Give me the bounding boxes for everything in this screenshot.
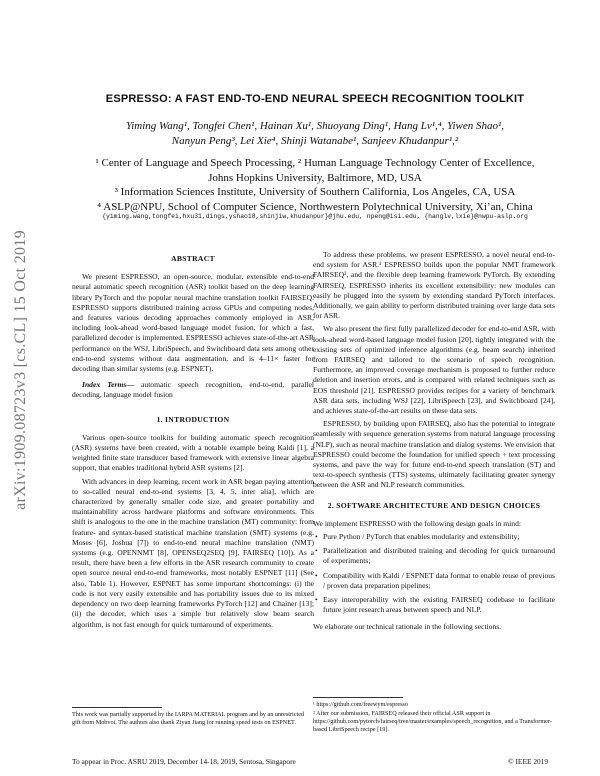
abstract-text: We present ESPRESSO, an open-source, modular, extensible end-to-end neural automatic speech recognition (ASR) toolkit based on the deep learning library PyTorch and the popular neural machine translation toolkit FAIRSEQ. ESPRESSO supports distributed training across GPUs and computing nodes, and features various decoding approaches commonly employed in ASR, including look-ahead word-based language model fusion, for which a fast, parallelized decoder is implemented. ESPRESSO achieves state-of-the-art ASR performance on the WSJ, LibriSpeech, and Switchboard data sets among other end-to-end systems without data augmentation, and is 4–11× faster for decoding than similar systems (e.g. ESPNET).: [72, 272, 314, 374]
list-item: • Easy interoperability with the existing FAIRSEQ codebase to facilitate future joint research areas between speech and NLP.: [313, 595, 555, 615]
affiliation-line: ¹ Center of Language and Speech Processing, ² Human Language Technology Center of Excellence,: [95, 157, 535, 169]
affiliation-line: Johns Hopkins University, Baltimore, MD, USA: [208, 171, 422, 184]
index-terms: [72, 380, 314, 400]
author-emails: {yiming.wang,tongfei,hxu31,dings,yshao18,shinjiw,khudanpur}@jhu.edu, npeng@isi.edu, {hanglv,lxie}@nwpu-aslp.org: [102, 213, 528, 220]
footnote-2: ² After our submission, FAIRSEQ released their official ASR support in https://github.com/pytorch/fairseq/tree/master/examples/speech_recognition, and a Transformer-based LibriSpeech recipe [19].: [313, 710, 552, 733]
intro-paragraph: With advances in deep learning, recent work in ASR began paying attention to so-called neural end-to-end systems [3, 4, 5, inter alia], which are characterized by generally smaller code size, and greater portability and maintainability across hardware platforms and software environments. This shift is analogous to the one in the machine translation (MT) community: from feature- and syntax-based statistical machine translation (SMT) systems (e.g. Moses [6], Joshua [7]) to end-to-end neural machine translation (NMT) systems (e.g. OPENNMT [8], OPENSEQ2SEQ [9], FAIRSEQ [10]). As a result, there have been a few efforts in the ASR research community to create open source neural end-to-end frameworks, most notably ESPNET [11] (See also, Table 1). However, ESPNET has some important shortcomings: (i) the code is not very easily extensible and has portability issues due to its mixed dependency on two deep learning frameworks PyTorch [12] and Chainer [13]; (ii) the decoder, which uses a simple but relatively slow beam search algorithm, is not fast enough for quick turnaround of experiments.: [72, 476, 314, 629]
design-goals-list: [313, 532, 555, 615]
author-line: Nanyun Peng³, Lei Xie⁴, Shinji Watanabe¹, Sanjeev Khudanpur¹,²: [171, 135, 459, 147]
section-2-outro: We elaborate our technical rationale in the following sections.: [313, 621, 502, 631]
footnote-1: ¹ https://github.com/freewym/espresso: [313, 701, 408, 708]
affiliation-line: ³ Information Sciences Institute, University of Southern California, Los Angeles, CA, USA: [114, 186, 516, 198]
abstract-heading: ABSTRACT: [171, 254, 215, 263]
acknowledgement-footnote: This work was partially supported by the IARPA MATERIAL program and by an unrestricted gift from Mobvoi. The authors also thank Ziyan Jiang for running speed tests on ESPNET.: [72, 711, 305, 726]
affiliation-line: ⁴ ASLP@NPU, School of Computer Science, Northwestern Polytechnical University, Xi’an, China: [97, 200, 533, 213]
list-item: • Compatibility with Kaldi / ESPNET data format to enable reuse of previous / proven data preparation pipelines;: [313, 571, 555, 591]
list-item: • Pure Python / PyTorch that enables modularity and extensibility;: [313, 532, 555, 542]
section-2-heading: 2. SOFTWARE ARCHITECTURE AND DESIGN CHOICES: [327, 500, 541, 510]
intro-paragraph: Various open-source toolkits for building automatic speech recognition (ASR) systems have been created, with a notable example being Kaldi [1], a weighted finite state transducer based framework with extensive linear algebra support, that enables traditional hybrid ASR systems [2].: [72, 432, 314, 473]
paper-title: ESPRESSO: A FAST END-TO-END NEURAL SPEECH RECOGNITION TOOLKIT: [105, 93, 525, 105]
index-terms-label: Index Terms—: [82, 380, 134, 390]
footnote-rule: [313, 697, 403, 698]
section-2-intro: We implement ESPRESSO with the following design goals in mind:: [313, 518, 522, 528]
author-line: Yiming Wang¹, Tongfei Chen¹, Hainan Xu¹, Shuoyang Ding¹, Hang Lv¹,⁴, Yiwen Shao¹,: [125, 120, 505, 132]
affiliation-list: [50, 156, 580, 214]
list-item: • Parallelization and distributed training and decoding for quick turnaround of experiments;: [313, 546, 555, 566]
author-list: [60, 119, 570, 149]
right-column: [313, 250, 555, 635]
venue-footer: To appear in Proc. ASRU 2019, December 14-18, 2019, Sentosa, Singapore: [72, 757, 296, 766]
index-terms-text: automatic speech recognition, end-to-end, parallel decoding, language model fusion: [72, 380, 314, 400]
footnote-rule: [72, 707, 162, 708]
arxiv-stamp: [10, 180, 32, 560]
body-paragraph: ESPRESSO, by building upon FAIRSEQ, also has the potential to integrate seamlessly with sequence generation systems from natural language processing (NLP), such as neural machine translation and dialog systems. We envision that ESPRESSO could become the foundation for unified speech + text processing systems, and pave the way for future end-to-end speech translation (ST) and text-to-speech synthesis (TTS) systems, ultimately facilitating greater synergy between the ASR and NLP research communities.: [313, 419, 555, 490]
body-paragraph: To address these problems, we present ESPRESSO, a novel neural end-to-end system for ASR.¹ ESPRESSO builds upon the popular NMT framework FAIRSEQ², and the flexible deep learning framework PyTorch. By extending FAIRSEQ, ESPRESSO inherits its excellent extensibility: new modules can easily be plugged into the system by extending standard PyTorch interfaces. Additionally, we gain ability to perform distributed training over large data sets for ASR.: [313, 250, 555, 321]
arxiv-identifier: arXiv:1909.08723v3 [cs.CL] 15 Oct 2019: [12, 230, 29, 510]
intro-heading: 1. INTRODUCTION: [156, 414, 230, 424]
body-paragraph: We also present the first fully parallelized decoder for end-to-end ASR, with look-ahead word-based language model fusion [20], tightly integrated with the existing sets of optimized inference algorithms (e.g. beam search) inherited from FAIRSEQ and tailored to the scenario of speech recognition. Furthermore, an improved coverage mechanism is proposed to further reduce deletion and insertion errors, and is compared with related techniques such as EOS threshold [21]. ESPRESSO provides recipes for a variety of benchmark ASR data sets, including WSJ [22], LibriSpeech [23], and Switchboard [24], and achieves state-of-the-art results on these data sets.: [313, 324, 555, 416]
copyright-footer: © IEEE 2019: [508, 757, 549, 766]
left-column: [72, 250, 314, 633]
